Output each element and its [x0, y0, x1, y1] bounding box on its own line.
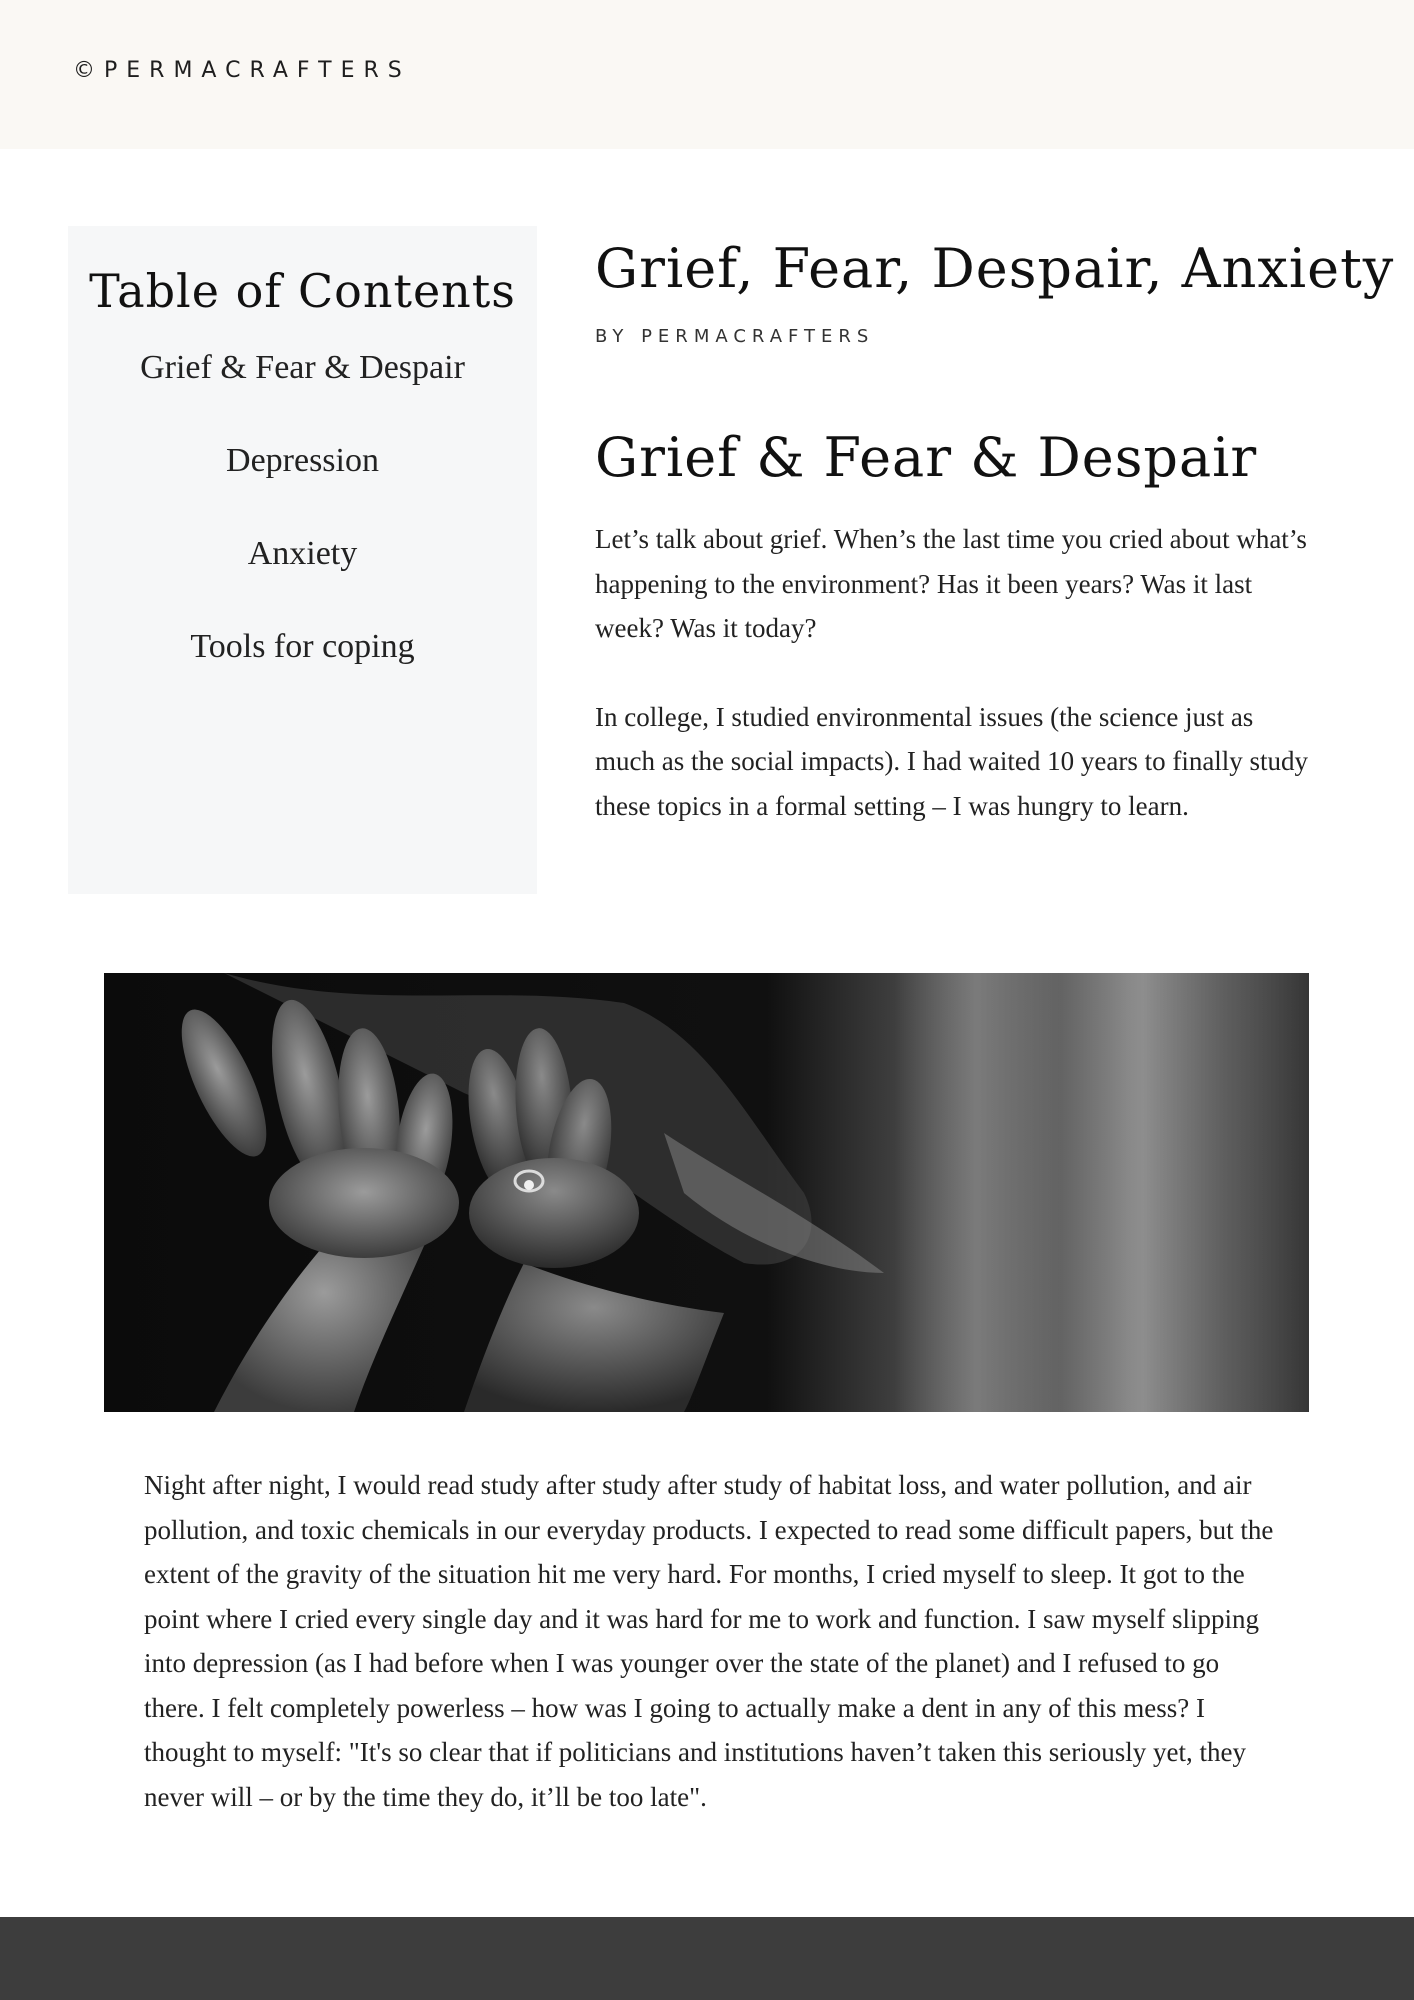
paragraph-night-after-night: Night after night, I would read study after study after study of habitat loss, and water pollution, and air pollution, and toxic chemicals in our everyday products. I expected to read some difficult papers, but the extent of the gravity of the situation hit me very hard. For months, I cried myself to sleep. It got to the point where I cried every single day and it was hard for me to work and function. I saw myself slipping into depression (as I had before when I was younger over the state of the planet) and I refused to go there. I felt completely powerless – how was I going to actually make a dent in any of this mess? I thought to myself: "It's so clear that if politicians and institutions haven’t taken this seriously yet, they never will – or by the time they do, it’ll be too late".: [144, 1470, 1274, 1812]
article-main: [595, 236, 1395, 828]
toc-item-grief[interactable]: Grief & Fear & Despair: [140, 349, 465, 386]
section-title: Grief & Fear & Despair: [595, 426, 1258, 489]
toc-item-tools[interactable]: Tools for coping: [190, 628, 415, 665]
table-of-contents: [68, 226, 537, 894]
byline: BY PERMACRAFTERS: [595, 326, 875, 347]
toc-title: Table of Contents: [89, 264, 516, 318]
paragraph-college: In college, I studied environmental issues (the science just as much as the social impacts). I had waited 10 years to finally study these topics in a formal setting – I was hungry to learn.: [595, 701, 1309, 821]
toc-item-anxiety[interactable]: Anxiety: [247, 535, 358, 572]
brand-logo[interactable]: ©PERMACRAFTERS: [73, 58, 411, 83]
post-title: Grief, Fear, Despair, Anxiety: [595, 237, 1395, 300]
site-header: [0, 0, 1414, 149]
site-footer: [0, 1917, 1414, 2000]
paragraph-intro: Let’s talk about grief. When’s the last time you cried about what’s happening to the environment? Has it been years? Was it last week? Was it today?: [595, 524, 1307, 643]
toc-item-depression[interactable]: Depression: [226, 442, 379, 479]
article-photo: [104, 973, 1309, 1412]
